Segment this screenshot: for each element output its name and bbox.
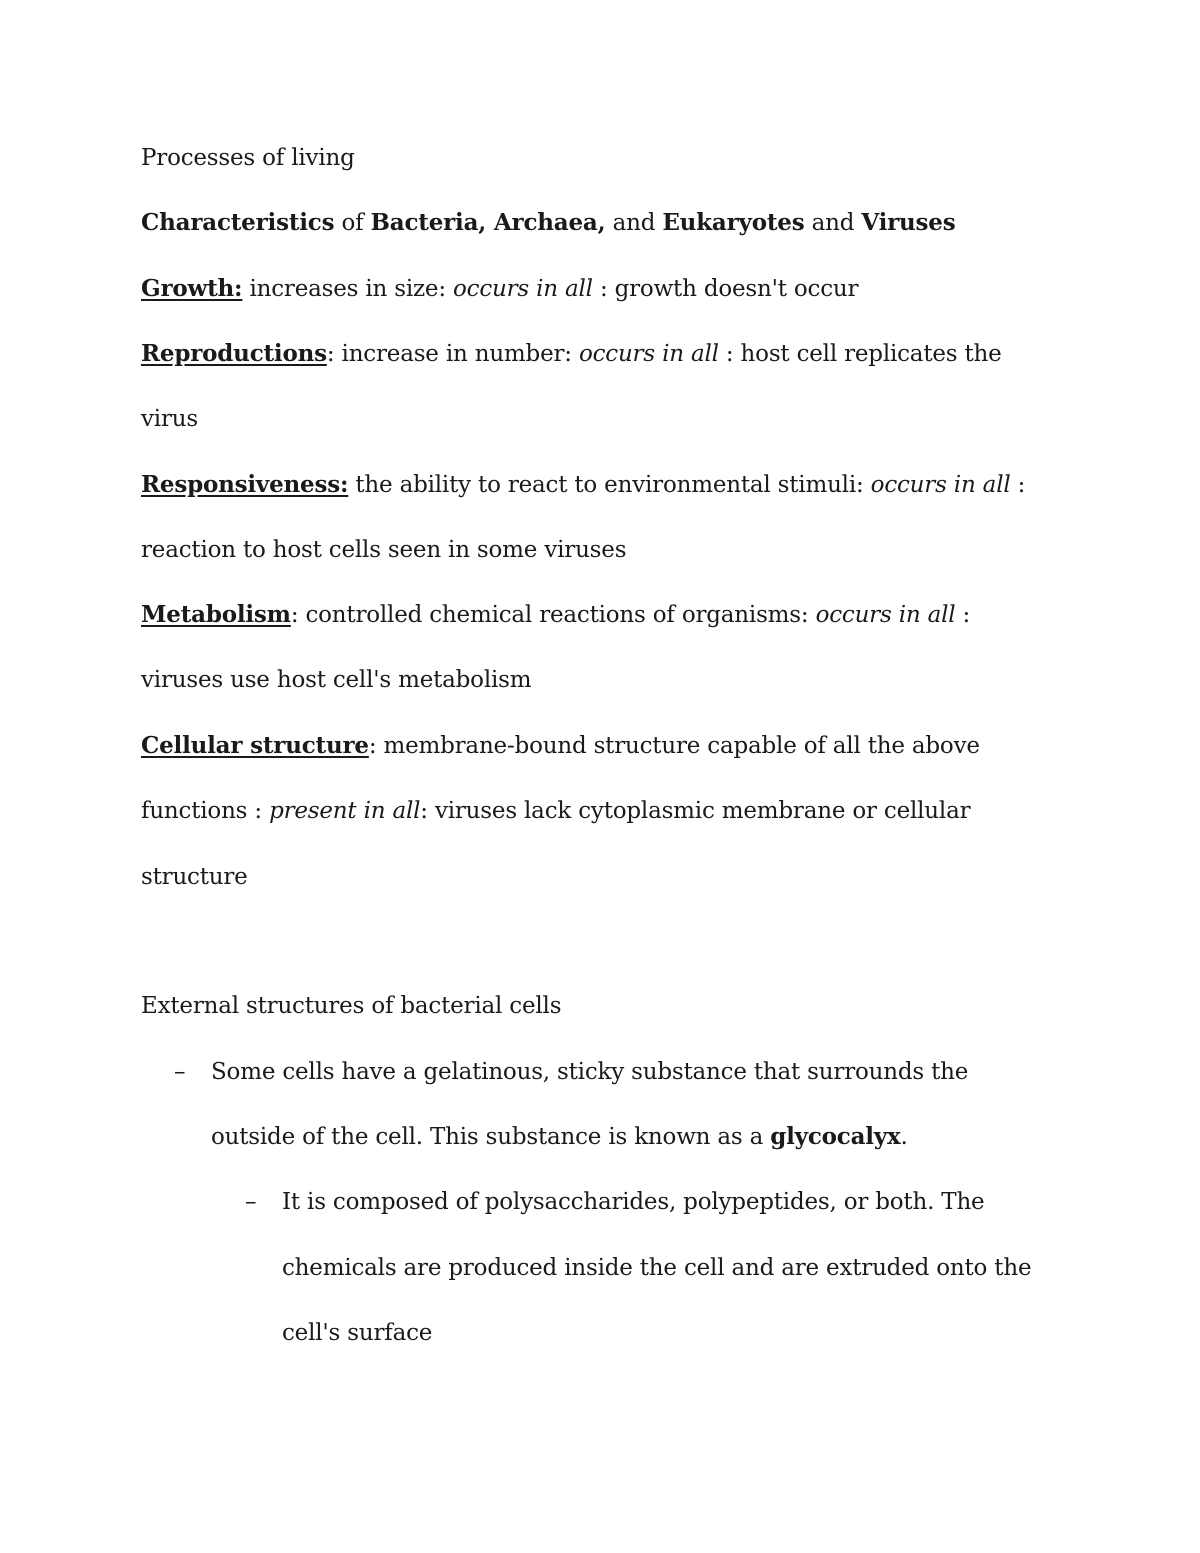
bullet2-line1 xyxy=(282,1187,984,1217)
text-of: of xyxy=(334,210,371,236)
responsiveness-rest: : xyxy=(1010,472,1026,498)
cellular-structure-definition: : membrane-bound structure capable of all the above xyxy=(368,733,980,759)
glycocalyx-term: glycocalyx xyxy=(770,1123,901,1150)
bullet-dash-1: – xyxy=(174,1059,186,1085)
bullet2-line2-text: chemicals are produced inside the cell and are extruded onto the xyxy=(282,1255,1032,1281)
reproductions-line xyxy=(141,339,1002,369)
cellular-cont-b: : viruses lack cytoplasmic membrane or cellular xyxy=(420,798,971,824)
metabolism-definition: : controlled chemical reactions of organisms: xyxy=(290,602,816,628)
cellular-structure-continuation-1 xyxy=(141,796,970,826)
cellular-cont-a: functions : xyxy=(141,798,270,824)
characteristics-line xyxy=(141,208,955,238)
bacteria-archaea-word: Bacteria, Archaea, xyxy=(370,209,606,236)
heading-external-structures xyxy=(141,991,561,1021)
cellular-structure-continuation-2 xyxy=(141,862,248,892)
bullet2-line2 xyxy=(282,1253,1031,1283)
cellular-cont-2: structure xyxy=(141,864,248,890)
viruses-word: Viruses xyxy=(861,209,956,236)
bullet-dash-2: – xyxy=(245,1189,257,1215)
eukaryotes-word: Eukaryotes xyxy=(662,209,805,236)
growth-term: Growth: xyxy=(141,275,243,302)
bullet1-line1-text: Some cells have a gelatinous, sticky substance that surrounds the xyxy=(211,1059,969,1085)
metabolism-line xyxy=(141,600,970,630)
bullet1-line2 xyxy=(211,1122,908,1152)
growth-occurs: occurs in all xyxy=(452,276,593,302)
bullet1-line2-a: outside of the cell. This substance is known as a xyxy=(211,1124,771,1150)
cellular-structure-line xyxy=(141,731,980,761)
responsiveness-definition: the ability to react to environmental stimuli: xyxy=(348,472,871,498)
responsiveness-occurs: occurs in all xyxy=(870,472,1011,498)
reproductions-cont-text: virus xyxy=(141,406,198,432)
bullet1-line2-c: . xyxy=(900,1124,908,1150)
metabolism-rest: : xyxy=(955,602,971,628)
cellular-structure-term: Cellular structure xyxy=(141,732,369,759)
metabolism-term: Metabolism xyxy=(141,601,291,628)
metabolism-continuation xyxy=(141,665,531,695)
reproductions-definition: : increase in number: xyxy=(326,341,579,367)
responsiveness-continuation xyxy=(141,535,626,565)
heading-processes-of-living xyxy=(141,143,355,173)
growth-definition: increases in size: xyxy=(242,276,453,302)
text-and-1: and xyxy=(605,210,663,236)
bullet1-line1 xyxy=(211,1057,968,1087)
bullet2-line3-text: cell's surface xyxy=(282,1320,433,1346)
growth-rest: : growth doesn't occur xyxy=(592,276,859,302)
responsiveness-line xyxy=(141,470,1025,500)
heading-text: Processes of living xyxy=(141,145,355,171)
bullet2-line1-text: It is composed of polysaccharides, polypeptides, or both. The xyxy=(282,1189,985,1215)
reproductions-occurs: occurs in all xyxy=(578,341,719,367)
responsiveness-term: Responsiveness: xyxy=(141,471,349,498)
reproductions-term: Reproductions xyxy=(141,340,327,367)
metabolism-occurs: occurs in all xyxy=(815,602,956,628)
growth-line xyxy=(141,274,858,304)
cellular-present: present in all xyxy=(269,798,421,824)
bullet2-line3 xyxy=(282,1318,432,1348)
responsiveness-cont-text: reaction to host cells seen in some viruses xyxy=(141,537,627,563)
heading2-text: External structures of bacterial cells xyxy=(141,993,562,1019)
text-and-2: and xyxy=(804,210,862,236)
reproductions-continuation xyxy=(141,404,198,434)
metabolism-cont-text: viruses use host cell's metabolism xyxy=(141,667,532,693)
characteristics-word: Characteristics xyxy=(141,209,335,236)
reproductions-rest: : host cell replicates the xyxy=(718,341,1002,367)
